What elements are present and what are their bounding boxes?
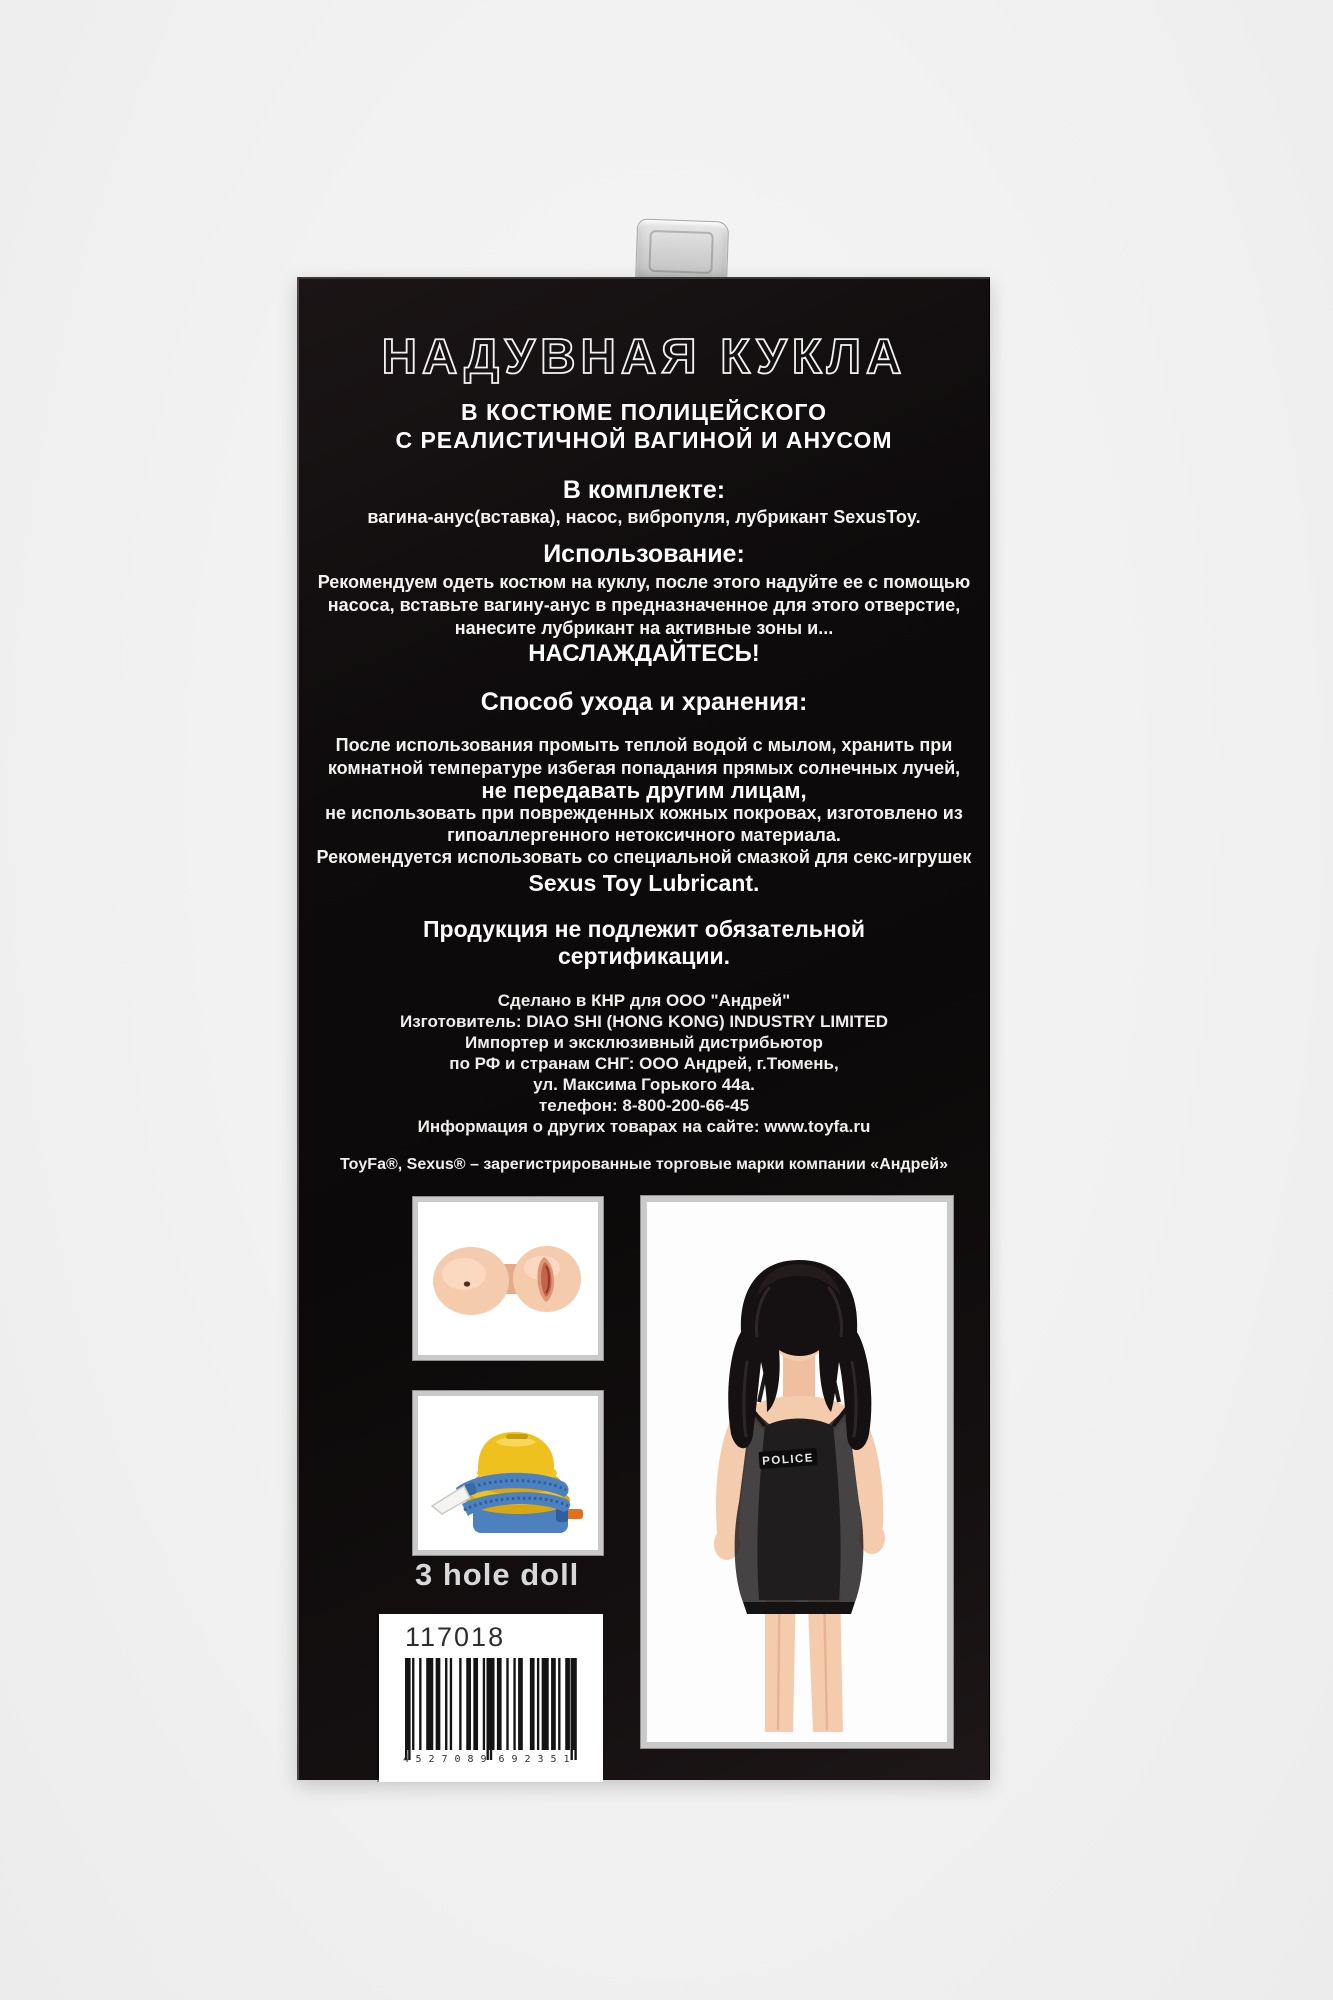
care-line-1: После использования промыть теплой водой с мылом, хранить при <box>335 735 953 755</box>
vagina-anus-insert-photo <box>418 1202 598 1355</box>
usage-line-2: насоса, вставьте вагину-анус в предназначенное для этого отверстие, <box>327 595 961 615</box>
doll-photo <box>647 1202 947 1742</box>
website-line: Информация о других товарах на сайте: www.toyfa.ru <box>417 1117 871 1136</box>
doll-photo-frame <box>641 1196 953 1748</box>
care-line-2: комнатной температуре избегая попадания прямых солнечных лучей, <box>327 758 961 778</box>
product-type-label: 3 hole doll <box>415 1557 580 1592</box>
usage-line-1: Рекомендуем одеть костюм на куклу, после этого надуйте ее с помощью <box>317 572 971 592</box>
usage-heading: Использование: <box>543 540 745 568</box>
product-title: НАДУВНАЯ КУКЛА <box>381 330 907 384</box>
sku-number: 117018 <box>405 1622 506 1652</box>
air-pump-photo <box>418 1396 598 1550</box>
phone-line: телефон: 8-800-200-66-45 <box>538 1096 750 1115</box>
lubricant-name: Sexus Toy Lubricant. <box>528 870 760 896</box>
care-line-4: гипоаллергенного нетоксичного материала. <box>447 825 841 845</box>
enjoy-line: НАСЛАЖДАЙТЕСЬ! <box>528 640 760 667</box>
barcode-digits <box>403 1754 579 1765</box>
care-highlight: не передавать другим лицам, <box>481 778 807 803</box>
trademark-line: ToyFa®, Sexus® – зарегистрированные торговые марки компании «Андрей» <box>340 1156 948 1173</box>
included-items: вагина-анус(вставка), насос, вибропуля, лубрикант SexusToy. <box>367 507 921 527</box>
barcode-left-group: 527089 <box>415 1754 494 1765</box>
svg-text:POLICE: POLICE <box>761 1452 815 1468</box>
insert-photo-frame <box>413 1197 603 1360</box>
certification-line-2: сертификации. <box>557 943 731 969</box>
importer-line-1: Импортер и эксклюзивный дистрибьютор <box>465 1033 823 1052</box>
pump-photo-frame <box>413 1391 603 1555</box>
barcode-right-group: 692351 <box>498 1754 577 1765</box>
importer-line-2: по РФ и странам СНГ: ООО Андрей, г.Тюмень, <box>449 1054 839 1073</box>
made-in-line: Сделано в КНР для ООО "Андрей" <box>497 991 791 1010</box>
barcode <box>405 1658 577 1762</box>
usage-line-3: нанесите лубрикант на активные зоны и... <box>454 618 834 638</box>
included-heading: В комплекте: <box>562 476 726 504</box>
certification-line-1: Продукция не подлежит обязательной <box>423 916 865 942</box>
care-heading: Способ ухода и хранения: <box>480 688 808 716</box>
package-back-panel <box>297 277 990 1780</box>
care-line-3: не использовать при поврежденных кожных покровах, изготовлено из <box>325 803 963 823</box>
barcode-digit-first: 4 <box>403 1754 410 1765</box>
manufacturer-line: Изготовитель: DIAO SHI (HONG KONG) INDUSTRY LIMITED <box>399 1012 888 1031</box>
care-line-5: Рекомендуется использовать со специальной смазкой для секс-игрушек <box>316 847 972 867</box>
subtitle-line-2: С РЕАЛИСТИЧНОЙ ВАГИНОЙ И АНУСОМ <box>395 427 893 453</box>
address-line: ул. Максима Горького 44а. <box>533 1075 755 1094</box>
subtitle-line-1: В КОСТЮМЕ ПОЛИЦЕЙСКОГО <box>461 399 827 425</box>
barcode-label <box>379 1614 603 1782</box>
